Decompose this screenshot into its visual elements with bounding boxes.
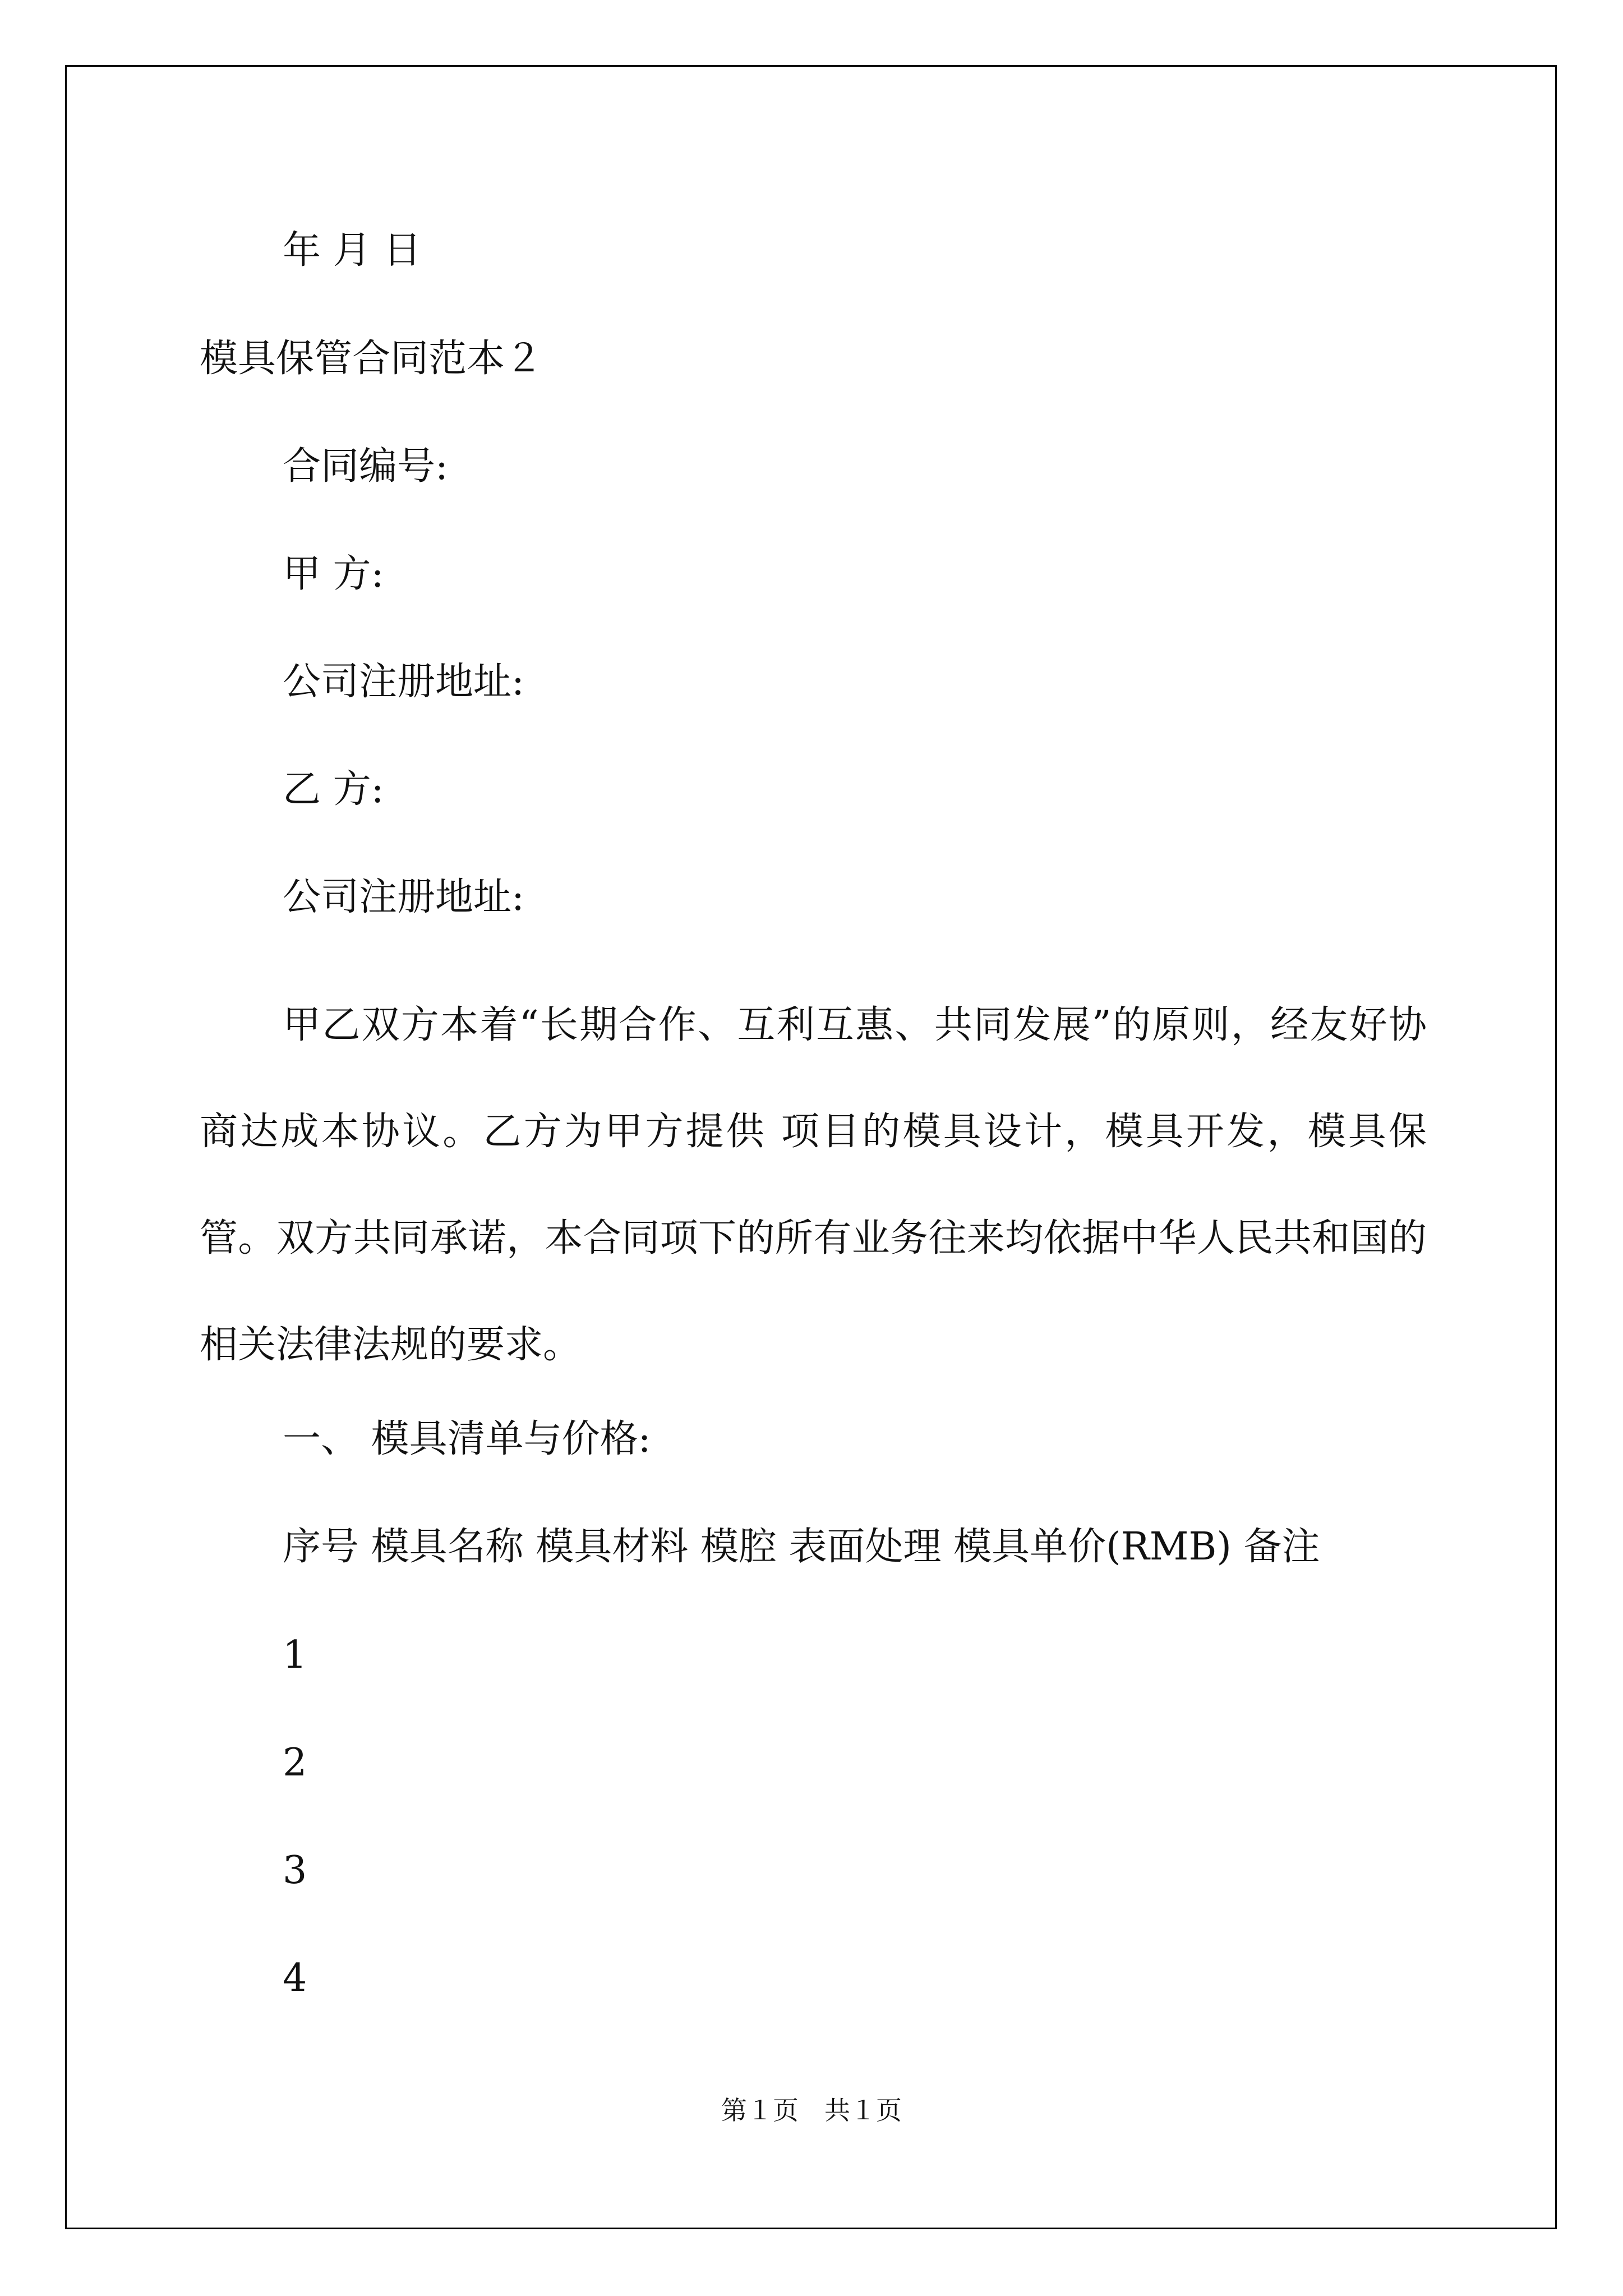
table-row: 4 [283,1956,307,2000]
date-line: 年 月 日 [283,228,422,273]
party-b-address-field: 公司注册地址: [283,875,524,919]
mold-table-header: 序号 模具名称 模具材料 模腔 表面处理 模具单价(RMB) 备注 [283,1525,1320,1569]
table-row: 2 [283,1741,307,1785]
document-title: 模具保管合同范本２ [200,337,543,381]
party-a-address-field: 公司注册地址: [283,660,524,704]
table-row: 3 [283,1848,307,1893]
table-row: 1 [283,1633,307,1677]
agreement-paragraph: 甲乙双方本着“长期合作、互利互惠、共同发展”的原则，经友好协商达成本协议。乙方为甲方提供 项目的模具设计，模具开发，模具保管。双方共同承诺，本合同项下的所有业务往来均依据中华人民共和国的相关法律法规的要求。 [200,1003,1427,1367]
party-a-field: 甲 方: [283,552,384,596]
page-footer: 第１页 共１页 [721,2096,902,2125]
contract-number-field: 合同编号: [283,444,448,489]
section-heading: 一、 模具清单与价格: [283,1417,651,1461]
party-b-field: 乙 方: [283,767,384,812]
